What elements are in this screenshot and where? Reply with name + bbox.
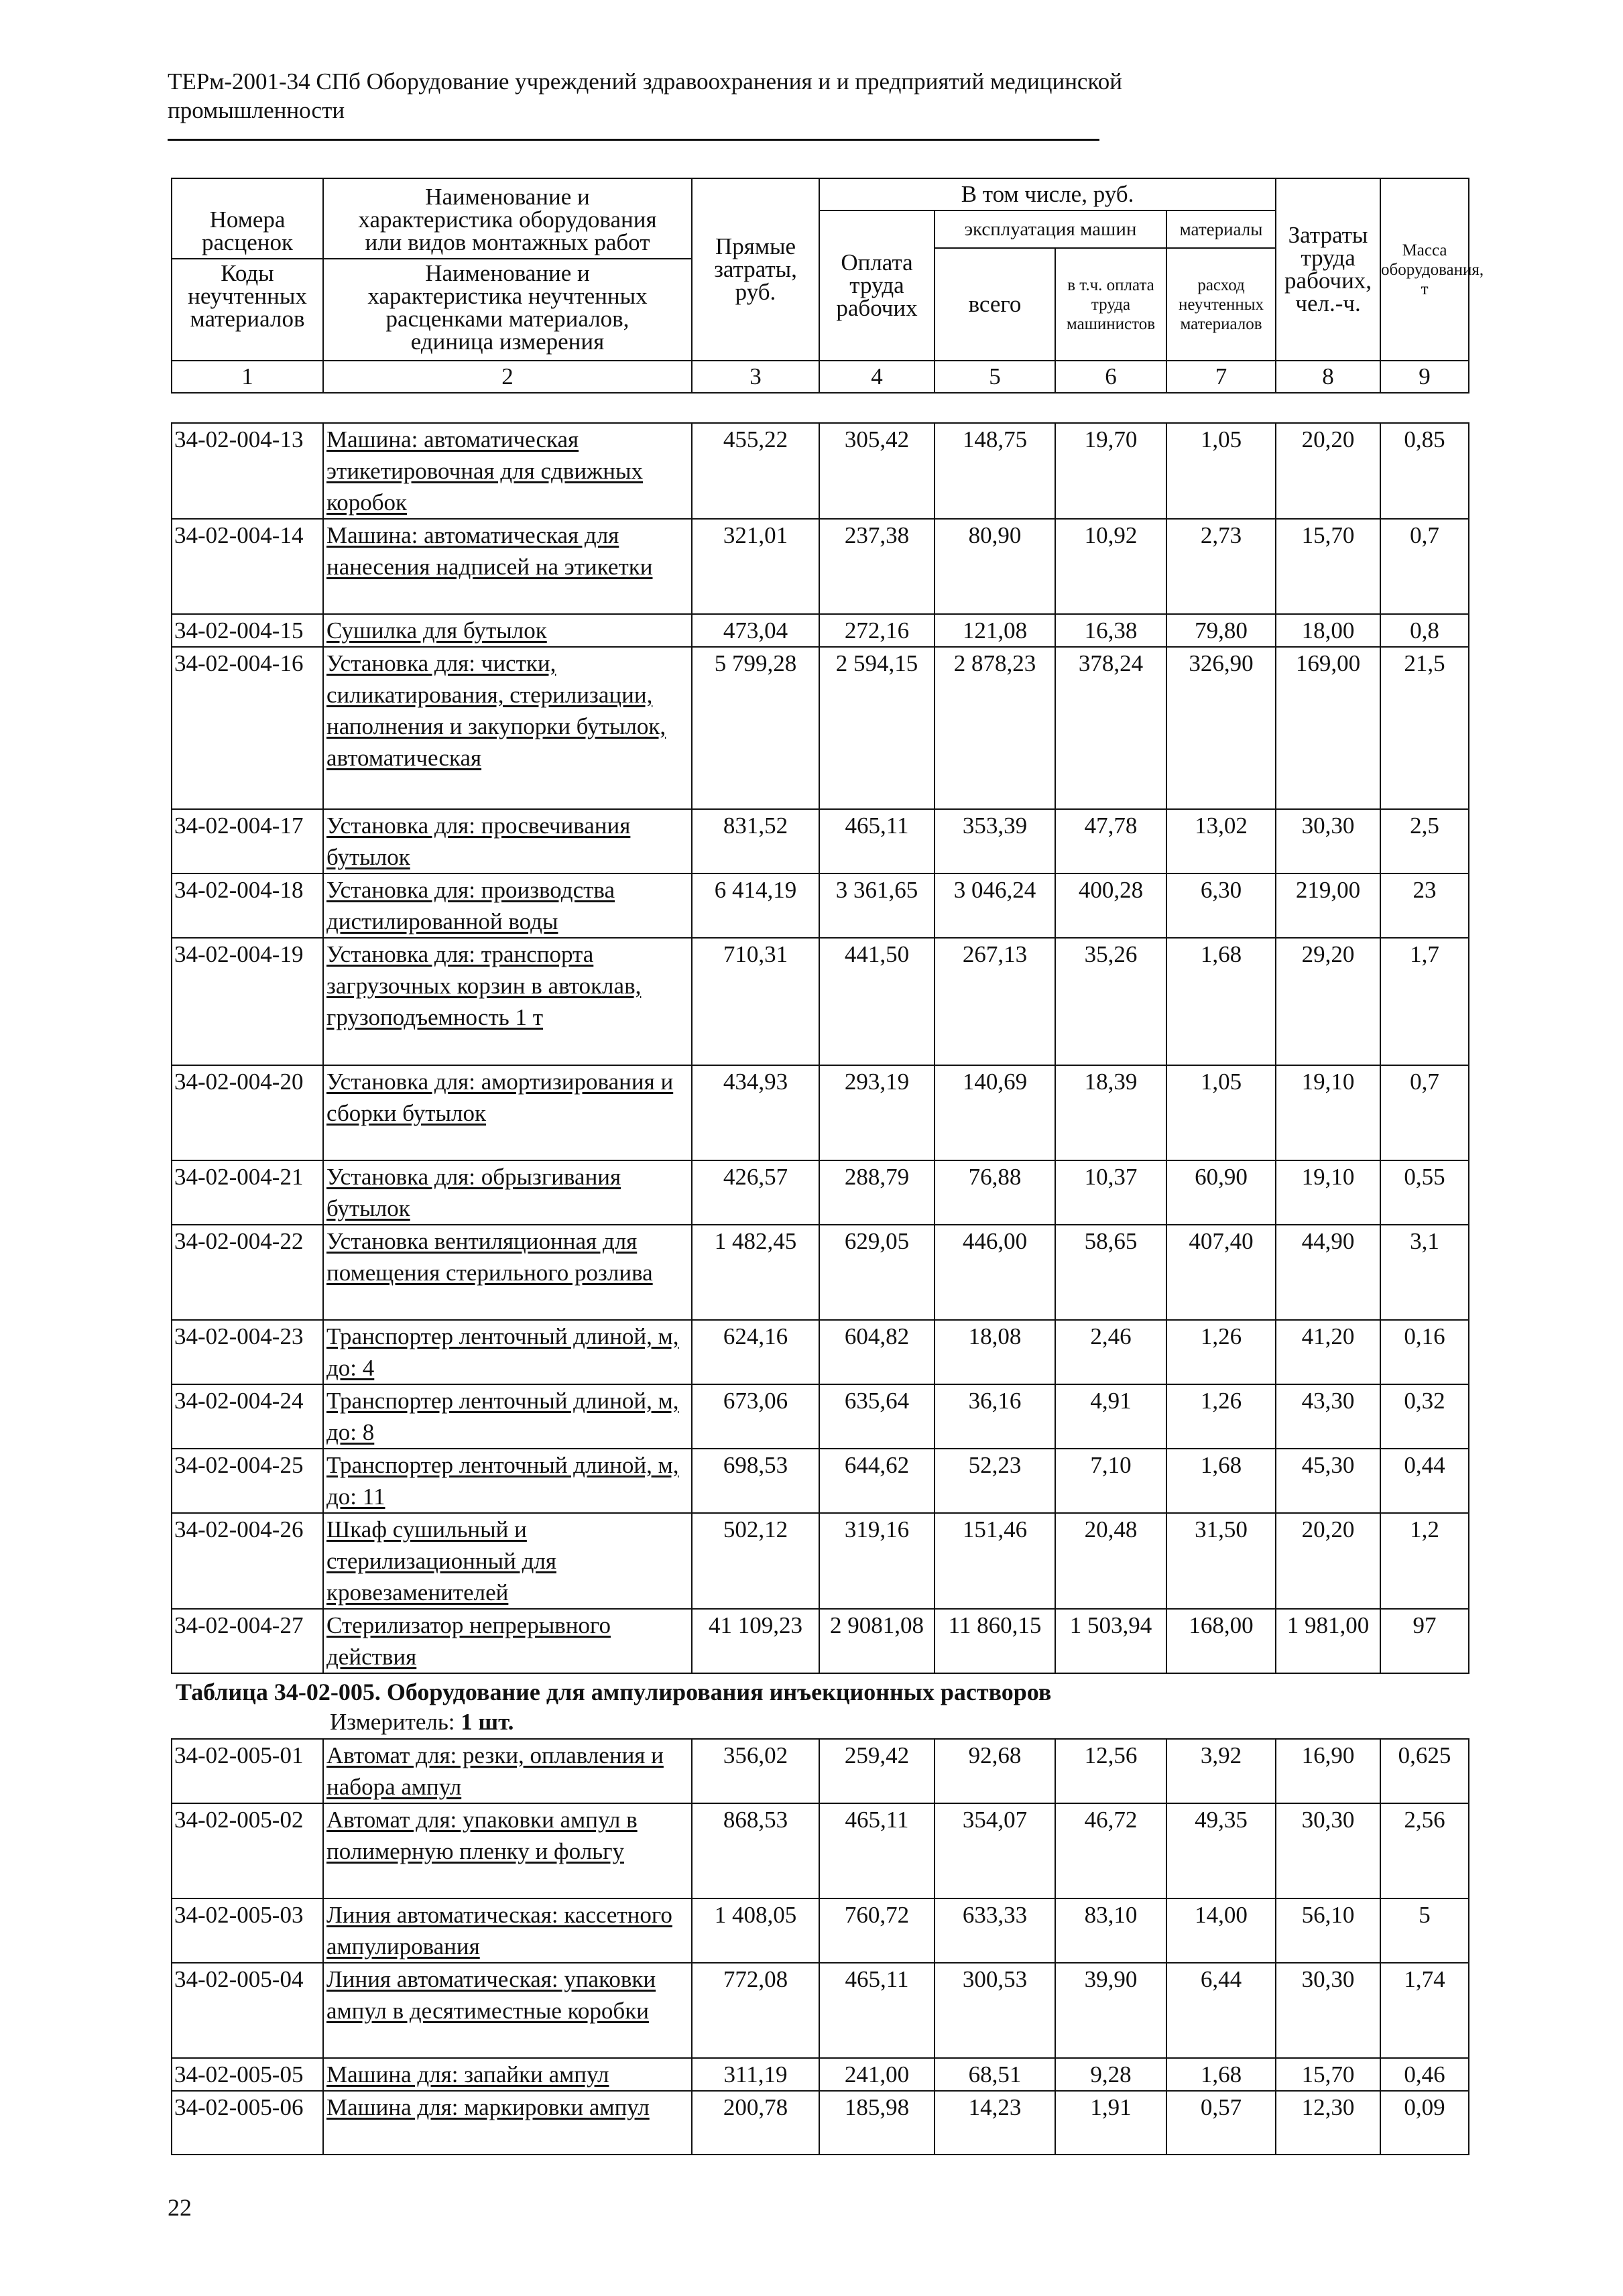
labor-hours-cell: 12,30 — [1276, 2091, 1380, 2155]
labor-pay-cell: 3 361,65 — [819, 873, 935, 938]
machine-operation-cell: 300,53 — [935, 1963, 1055, 2058]
labor-pay-cell: 604,82 — [819, 1320, 935, 1384]
rate-code-cell: 34-02-004-13 — [172, 423, 323, 519]
machinist-pay-cell: 1 503,94 — [1055, 1609, 1166, 1673]
labor-hours-cell: 219,00 — [1276, 873, 1380, 938]
header-material-name: Наименование и характеристика неучтенных расценками материалов, единица измерения — [367, 260, 648, 355]
machinist-pay-cell: 18,39 — [1055, 1065, 1166, 1160]
direct-costs-cell: 321,01 — [692, 519, 819, 614]
direct-costs-cell: 710,31 — [692, 938, 819, 1065]
labor-hours-cell: 19,10 — [1276, 1160, 1380, 1225]
rates-table-005 — [171, 1738, 1469, 2155]
measure-unit — [330, 1709, 514, 1736]
item-name-cell — [323, 1384, 692, 1449]
labor-pay-cell: 465,11 — [819, 809, 935, 873]
item-name: Транспортер ленточный длиной, м, до: 4 — [326, 1323, 679, 1381]
labor-pay-cell: 465,11 — [819, 1963, 935, 2058]
labor-hours-cell: 20,20 — [1276, 423, 1380, 519]
labor-hours-cell: 30,30 — [1276, 1963, 1380, 2058]
item-name-cell — [323, 1065, 692, 1160]
header-codes-cell — [172, 178, 323, 361]
labor-hours-cell: 30,30 — [1276, 809, 1380, 873]
machine-operation-cell: 354,07 — [935, 1803, 1055, 1898]
rate-code-cell: 34-02-004-16 — [172, 647, 323, 809]
column-number: 3 — [692, 361, 819, 393]
equipment-mass-cell: 0,7 — [1380, 519, 1469, 614]
item-name-cell — [323, 1449, 692, 1513]
table-row — [172, 1609, 1469, 1673]
equipment-mass-cell: 0,46 — [1380, 2058, 1469, 2091]
item-name: Машина: автоматическая для нанесения надписей на этикетки — [326, 522, 653, 580]
labor-hours-cell: 19,10 — [1276, 1065, 1380, 1160]
machinist-pay-cell: 35,26 — [1055, 938, 1166, 1065]
table-row — [172, 1320, 1469, 1384]
equipment-mass-cell: 0,16 — [1380, 1320, 1469, 1384]
machine-operation-cell: 148,75 — [935, 423, 1055, 519]
labor-pay-cell: 635,64 — [819, 1384, 935, 1449]
item-name-cell — [323, 809, 692, 873]
machinist-pay-cell: 2,46 — [1055, 1320, 1166, 1384]
direct-costs-cell: 868,53 — [692, 1803, 819, 1898]
materials-cell: 1,68 — [1166, 938, 1276, 1065]
labor-pay-cell: 185,98 — [819, 2091, 935, 2155]
page-header: ТЕРм-2001-34 СПб Оборудование учреждений здравоохранения и и предприятий медицинской промышленности — [168, 68, 1122, 123]
item-name-cell — [323, 1898, 692, 1963]
machinist-pay-cell: 4,91 — [1055, 1384, 1166, 1449]
table-row — [172, 1225, 1469, 1320]
table-row — [172, 1384, 1469, 1449]
labor-hours-cell: 45,30 — [1276, 1449, 1380, 1513]
machinist-pay-cell: 1,91 — [1055, 2091, 1166, 2155]
item-name: Стерилизатор непрерывного действия — [326, 1612, 611, 1670]
machine-operation-cell: 52,23 — [935, 1449, 1055, 1513]
direct-costs-cell: 673,06 — [692, 1384, 819, 1449]
item-name-cell — [323, 1739, 692, 1803]
materials-cell: 6,44 — [1166, 1963, 1276, 2058]
header-machines-total: всего — [935, 248, 1055, 361]
equipment-mass-cell: 3,1 — [1380, 1225, 1469, 1320]
rate-code-cell: 34-02-004-19 — [172, 938, 323, 1065]
direct-costs-cell: 502,12 — [692, 1513, 819, 1609]
item-name-cell — [323, 647, 692, 809]
labor-hours-cell: 20,20 — [1276, 1513, 1380, 1609]
direct-costs-cell: 698,53 — [692, 1449, 819, 1513]
machinist-pay-cell: 7,10 — [1055, 1449, 1166, 1513]
direct-costs-cell: 311,19 — [692, 2058, 819, 2091]
machine-operation-cell: 121,08 — [935, 614, 1055, 647]
measure-label: Измеритель: — [330, 1709, 455, 1735]
equipment-mass-cell: 2,56 — [1380, 1803, 1469, 1898]
labor-pay-cell: 237,38 — [819, 519, 935, 614]
machine-operation-cell: 76,88 — [935, 1160, 1055, 1225]
item-name-cell — [323, 938, 692, 1065]
rate-code-cell: 34-02-004-21 — [172, 1160, 323, 1225]
column-number: 2 — [323, 361, 692, 393]
rate-code-cell: 34-02-004-18 — [172, 873, 323, 938]
direct-costs-cell: 426,57 — [692, 1160, 819, 1225]
machinist-pay-cell: 46,72 — [1055, 1803, 1166, 1898]
item-name: Машина: автоматическая этикетировочная для сдвижных коробок — [326, 426, 643, 516]
table-header — [171, 178, 1484, 394]
materials-cell: 1,26 — [1166, 1320, 1276, 1384]
equipment-mass-cell: 2,5 — [1380, 809, 1469, 873]
header-labor-hours: Затраты труда рабочих, чел.-ч. — [1276, 178, 1380, 361]
header-including: В том числе, руб. — [819, 178, 1276, 210]
rate-code-cell: 34-02-005-01 — [172, 1739, 323, 1803]
materials-cell: 6,30 — [1166, 873, 1276, 938]
table-row — [172, 938, 1469, 1065]
header-machinist-pay: в т.ч. оплата труда машинистов — [1055, 248, 1166, 361]
materials-cell: 49,35 — [1166, 1803, 1276, 1898]
table-row — [172, 1898, 1469, 1963]
header-labor-pay: Оплата труда рабочих — [819, 210, 935, 361]
table-row — [172, 1963, 1469, 2058]
direct-costs-cell: 5 799,28 — [692, 647, 819, 809]
header-rule — [168, 139, 1099, 141]
labor-hours-cell: 1 981,00 — [1276, 1609, 1380, 1673]
table-row — [172, 809, 1469, 873]
rate-code-cell: 34-02-004-14 — [172, 519, 323, 614]
machinist-pay-cell: 39,90 — [1055, 1963, 1166, 2058]
rate-code-cell: 34-02-005-04 — [172, 1963, 323, 2058]
table-row — [172, 1803, 1469, 1898]
machinist-pay-cell: 19,70 — [1055, 423, 1166, 519]
machinist-pay-cell: 10,37 — [1055, 1160, 1166, 1225]
equipment-mass-cell: 21,5 — [1380, 647, 1469, 809]
rate-code-cell: 34-02-004-17 — [172, 809, 323, 873]
rate-code-cell: 34-02-005-05 — [172, 2058, 323, 2091]
item-name: Установка для: просвечивания бутылок — [326, 812, 631, 870]
machine-operation-cell: 18,08 — [935, 1320, 1055, 1384]
labor-pay-cell: 288,79 — [819, 1160, 935, 1225]
materials-cell: 1,05 — [1166, 423, 1276, 519]
column-number: 1 — [172, 361, 323, 393]
item-name-cell — [323, 1160, 692, 1225]
header-materials: материалы — [1166, 210, 1276, 248]
labor-pay-cell: 319,16 — [819, 1513, 935, 1609]
equipment-mass-cell: 0,7 — [1380, 1065, 1469, 1160]
item-name: Автомат для: резки, оплавления и набора ампул — [326, 1742, 664, 1800]
materials-cell: 1,68 — [1166, 1449, 1276, 1513]
labor-hours-cell: 29,20 — [1276, 938, 1380, 1065]
direct-costs-cell: 772,08 — [692, 1963, 819, 2058]
direct-costs-cell: 473,04 — [692, 614, 819, 647]
rate-code-cell: 34-02-004-20 — [172, 1065, 323, 1160]
labor-hours-cell: 56,10 — [1276, 1898, 1380, 1963]
machine-operation-cell: 68,51 — [935, 2058, 1055, 2091]
header-names-cell — [323, 178, 692, 361]
labor-pay-cell: 760,72 — [819, 1898, 935, 1963]
machinist-pay-cell: 9,28 — [1055, 2058, 1166, 2091]
labor-hours-cell: 41,20 — [1276, 1320, 1380, 1384]
table-row — [172, 1513, 1469, 1609]
item-name-cell — [323, 1609, 692, 1673]
item-name-cell — [323, 873, 692, 938]
item-name: Машина для: маркировки ампул — [326, 2094, 650, 2120]
labor-pay-cell: 259,42 — [819, 1739, 935, 1803]
column-number: 6 — [1055, 361, 1166, 393]
table-row — [172, 614, 1469, 647]
item-name: Установка вентиляционная для помещения стерильного розлива — [326, 1228, 653, 1286]
table-row — [172, 519, 1469, 614]
rate-code-cell: 34-02-004-25 — [172, 1449, 323, 1513]
item-name-cell — [323, 519, 692, 614]
labor-hours-cell: 44,90 — [1276, 1225, 1380, 1320]
machine-operation-cell: 11 860,15 — [935, 1609, 1055, 1673]
labor-hours-cell: 16,90 — [1276, 1739, 1380, 1803]
labor-pay-cell: 293,19 — [819, 1065, 935, 1160]
table-row — [172, 2058, 1469, 2091]
direct-costs-cell: 434,93 — [692, 1065, 819, 1160]
table-row — [172, 1449, 1469, 1513]
equipment-mass-cell: 0,09 — [1380, 2091, 1469, 2155]
rate-code-cell: 34-02-005-06 — [172, 2091, 323, 2155]
table-row — [172, 1739, 1469, 1803]
labor-pay-cell: 305,42 — [819, 423, 935, 519]
table-row — [172, 423, 1469, 519]
equipment-mass-cell: 0,85 — [1380, 423, 1469, 519]
materials-cell: 31,50 — [1166, 1513, 1276, 1609]
machine-operation-cell: 14,23 — [935, 2091, 1055, 2155]
item-name-cell — [323, 423, 692, 519]
machinist-pay-cell: 20,48 — [1055, 1513, 1166, 1609]
labor-hours-cell: 18,00 — [1276, 614, 1380, 647]
rate-code-cell: 34-02-004-26 — [172, 1513, 323, 1609]
equipment-mass-cell: 0,44 — [1380, 1449, 1469, 1513]
item-name: Транспортер ленточный длиной, м, до: 8 — [326, 1388, 679, 1445]
equipment-mass-cell: 0,625 — [1380, 1739, 1469, 1803]
materials-cell: 13,02 — [1166, 809, 1276, 873]
machine-operation-cell: 80,90 — [935, 519, 1055, 614]
equipment-mass-cell: 97 — [1380, 1609, 1469, 1673]
item-name-cell — [323, 1803, 692, 1898]
machine-operation-cell: 353,39 — [935, 809, 1055, 873]
item-name-cell — [323, 1963, 692, 2058]
labor-hours-cell: 169,00 — [1276, 647, 1380, 809]
item-name-cell — [323, 1320, 692, 1384]
item-name: Транспортер ленточный длиной, м, до: 11 — [326, 1452, 679, 1510]
column-number: 9 — [1380, 361, 1469, 393]
machinist-pay-cell: 58,65 — [1055, 1225, 1166, 1320]
column-number: 5 — [935, 361, 1055, 393]
item-name: Установка для: амортизирования и сборки бутылок — [326, 1069, 674, 1126]
labor-pay-cell: 465,11 — [819, 1803, 935, 1898]
item-name: Автомат для: упаковки ампул в полимерную пленку и фольгу — [326, 1807, 638, 1864]
materials-cell: 1,05 — [1166, 1065, 1276, 1160]
item-name-cell — [323, 1225, 692, 1320]
direct-costs-cell: 831,52 — [692, 809, 819, 873]
header-mass: Масса оборудования, т — [1380, 178, 1469, 361]
item-name: Установка для: чистки, силикатирования, стерилизации, наполнения и закупорки бутылок, автоматическая — [326, 650, 666, 771]
labor-pay-cell: 241,00 — [819, 2058, 935, 2091]
machine-operation-cell: 3 046,24 — [935, 873, 1055, 938]
table-row — [172, 1065, 1469, 1160]
item-name: Установка для: обрызгивания бутылок — [326, 1164, 621, 1221]
labor-pay-cell: 2 9081,08 — [819, 1609, 935, 1673]
item-name-cell — [323, 2091, 692, 2155]
direct-costs-cell: 1 482,45 — [692, 1225, 819, 1320]
machine-operation-cell: 267,13 — [935, 938, 1055, 1065]
table-caption: Таблица 34-02-005. Оборудование для ампулирования инъекционных растворов — [176, 1679, 1052, 1705]
materials-cell: 407,40 — [1166, 1225, 1276, 1320]
materials-cell: 14,00 — [1166, 1898, 1276, 1963]
machinist-pay-cell: 16,38 — [1055, 614, 1166, 647]
rate-code-cell: 34-02-004-27 — [172, 1609, 323, 1673]
rate-code-cell: 34-02-004-24 — [172, 1384, 323, 1449]
header-machine-operation: эксплуатация машин — [935, 210, 1166, 248]
machinist-pay-cell: 378,24 — [1055, 647, 1166, 809]
item-name: Машина для: запайки ампул — [326, 2061, 609, 2088]
labor-pay-cell: 644,62 — [819, 1449, 935, 1513]
direct-costs-cell: 6 414,19 — [692, 873, 819, 938]
materials-cell: 168,00 — [1166, 1609, 1276, 1673]
direct-costs-cell: 41 109,23 — [692, 1609, 819, 1673]
machine-operation-cell: 2 878,23 — [935, 647, 1055, 809]
machine-operation-cell: 36,16 — [935, 1384, 1055, 1449]
item-name: Линия автоматическая: упаковки ампул в десятиместные коробки — [326, 1966, 656, 2024]
header-direct-costs: Прямые затраты, руб. — [692, 178, 819, 361]
header-rates-number: Номера расценок — [172, 206, 322, 259]
rate-code-cell: 34-02-004-15 — [172, 614, 323, 647]
equipment-mass-cell: 1,2 — [1380, 1513, 1469, 1609]
item-name: Установка для: производства дистилированной воды — [326, 877, 615, 934]
direct-costs-cell: 200,78 — [692, 2091, 819, 2155]
table-row — [172, 873, 1469, 938]
measure-value: 1 шт. — [461, 1709, 514, 1735]
equipment-mass-cell: 23 — [1380, 873, 1469, 938]
materials-cell: 60,90 — [1166, 1160, 1276, 1225]
table-row — [172, 2091, 1469, 2155]
page-number: 22 — [168, 2194, 192, 2221]
labor-hours-cell: 43,30 — [1276, 1384, 1380, 1449]
header-equipment-name: Наименование и характеристика оборудования или видов монтажных работ — [324, 183, 691, 259]
header-material-consumption: расход неучтенных материалов — [1166, 248, 1276, 361]
table-row — [172, 1160, 1469, 1225]
item-name-cell — [323, 614, 692, 647]
equipment-mass-cell: 1,74 — [1380, 1963, 1469, 2058]
materials-cell: 2,73 — [1166, 519, 1276, 614]
machinist-pay-cell: 47,78 — [1055, 809, 1166, 873]
direct-costs-cell: 1 408,05 — [692, 1898, 819, 1963]
item-name: Сушилка для бутылок — [326, 617, 547, 644]
column-number: 8 — [1276, 361, 1380, 393]
column-number: 4 — [819, 361, 935, 393]
rate-code-cell: 34-02-004-22 — [172, 1225, 323, 1320]
machinist-pay-cell: 12,56 — [1055, 1739, 1166, 1803]
direct-costs-cell: 356,02 — [692, 1739, 819, 1803]
item-name: Линия автоматическая: кассетного ампулирования — [326, 1902, 672, 1959]
machine-operation-cell: 151,46 — [935, 1513, 1055, 1609]
column-number: 7 — [1166, 361, 1276, 393]
materials-cell: 3,92 — [1166, 1739, 1276, 1803]
equipment-mass-cell: 1,7 — [1380, 938, 1469, 1065]
item-name-cell — [323, 2058, 692, 2091]
rate-code-cell: 34-02-004-23 — [172, 1320, 323, 1384]
item-name: Установка для: транспорта загрузочных корзин в автоклав, грузоподъемность 1 т — [326, 941, 642, 1030]
materials-cell: 0,57 — [1166, 2091, 1276, 2155]
direct-costs-cell: 455,22 — [692, 423, 819, 519]
equipment-mass-cell: 0,32 — [1380, 1384, 1469, 1449]
machine-operation-cell: 140,69 — [935, 1065, 1055, 1160]
materials-cell: 326,90 — [1166, 647, 1276, 809]
materials-cell: 79,80 — [1166, 614, 1276, 647]
rates-table-004 — [171, 422, 1469, 1674]
item-name-cell — [323, 1513, 692, 1609]
machinist-pay-cell: 10,92 — [1055, 519, 1166, 614]
equipment-mass-cell: 0,8 — [1380, 614, 1469, 647]
rate-code-cell: 34-02-005-03 — [172, 1898, 323, 1963]
labor-pay-cell: 2 594,15 — [819, 647, 935, 809]
machine-operation-cell: 633,33 — [935, 1898, 1055, 1963]
labor-pay-cell: 629,05 — [819, 1225, 935, 1320]
machinist-pay-cell: 400,28 — [1055, 873, 1166, 938]
labor-pay-cell: 441,50 — [819, 938, 935, 1065]
rate-code-cell: 34-02-005-02 — [172, 1803, 323, 1898]
table-row — [172, 647, 1469, 809]
materials-cell: 1,26 — [1166, 1384, 1276, 1449]
equipment-mass-cell: 0,55 — [1380, 1160, 1469, 1225]
labor-hours-cell: 15,70 — [1276, 519, 1380, 614]
labor-pay-cell: 272,16 — [819, 614, 935, 647]
item-name: Шкаф сушильный и стерилизационный для кровезаменителей — [326, 1516, 556, 1606]
equipment-mass-cell: 5 — [1380, 1898, 1469, 1963]
machinist-pay-cell: 83,10 — [1055, 1898, 1166, 1963]
labor-hours-cell: 30,30 — [1276, 1803, 1380, 1898]
materials-cell: 1,68 — [1166, 2058, 1276, 2091]
machine-operation-cell: 92,68 — [935, 1739, 1055, 1803]
header-material-codes: Коды неучтенных материалов — [188, 260, 307, 332]
machine-operation-cell: 446,00 — [935, 1225, 1055, 1320]
labor-hours-cell: 15,70 — [1276, 2058, 1380, 2091]
direct-costs-cell: 624,16 — [692, 1320, 819, 1384]
